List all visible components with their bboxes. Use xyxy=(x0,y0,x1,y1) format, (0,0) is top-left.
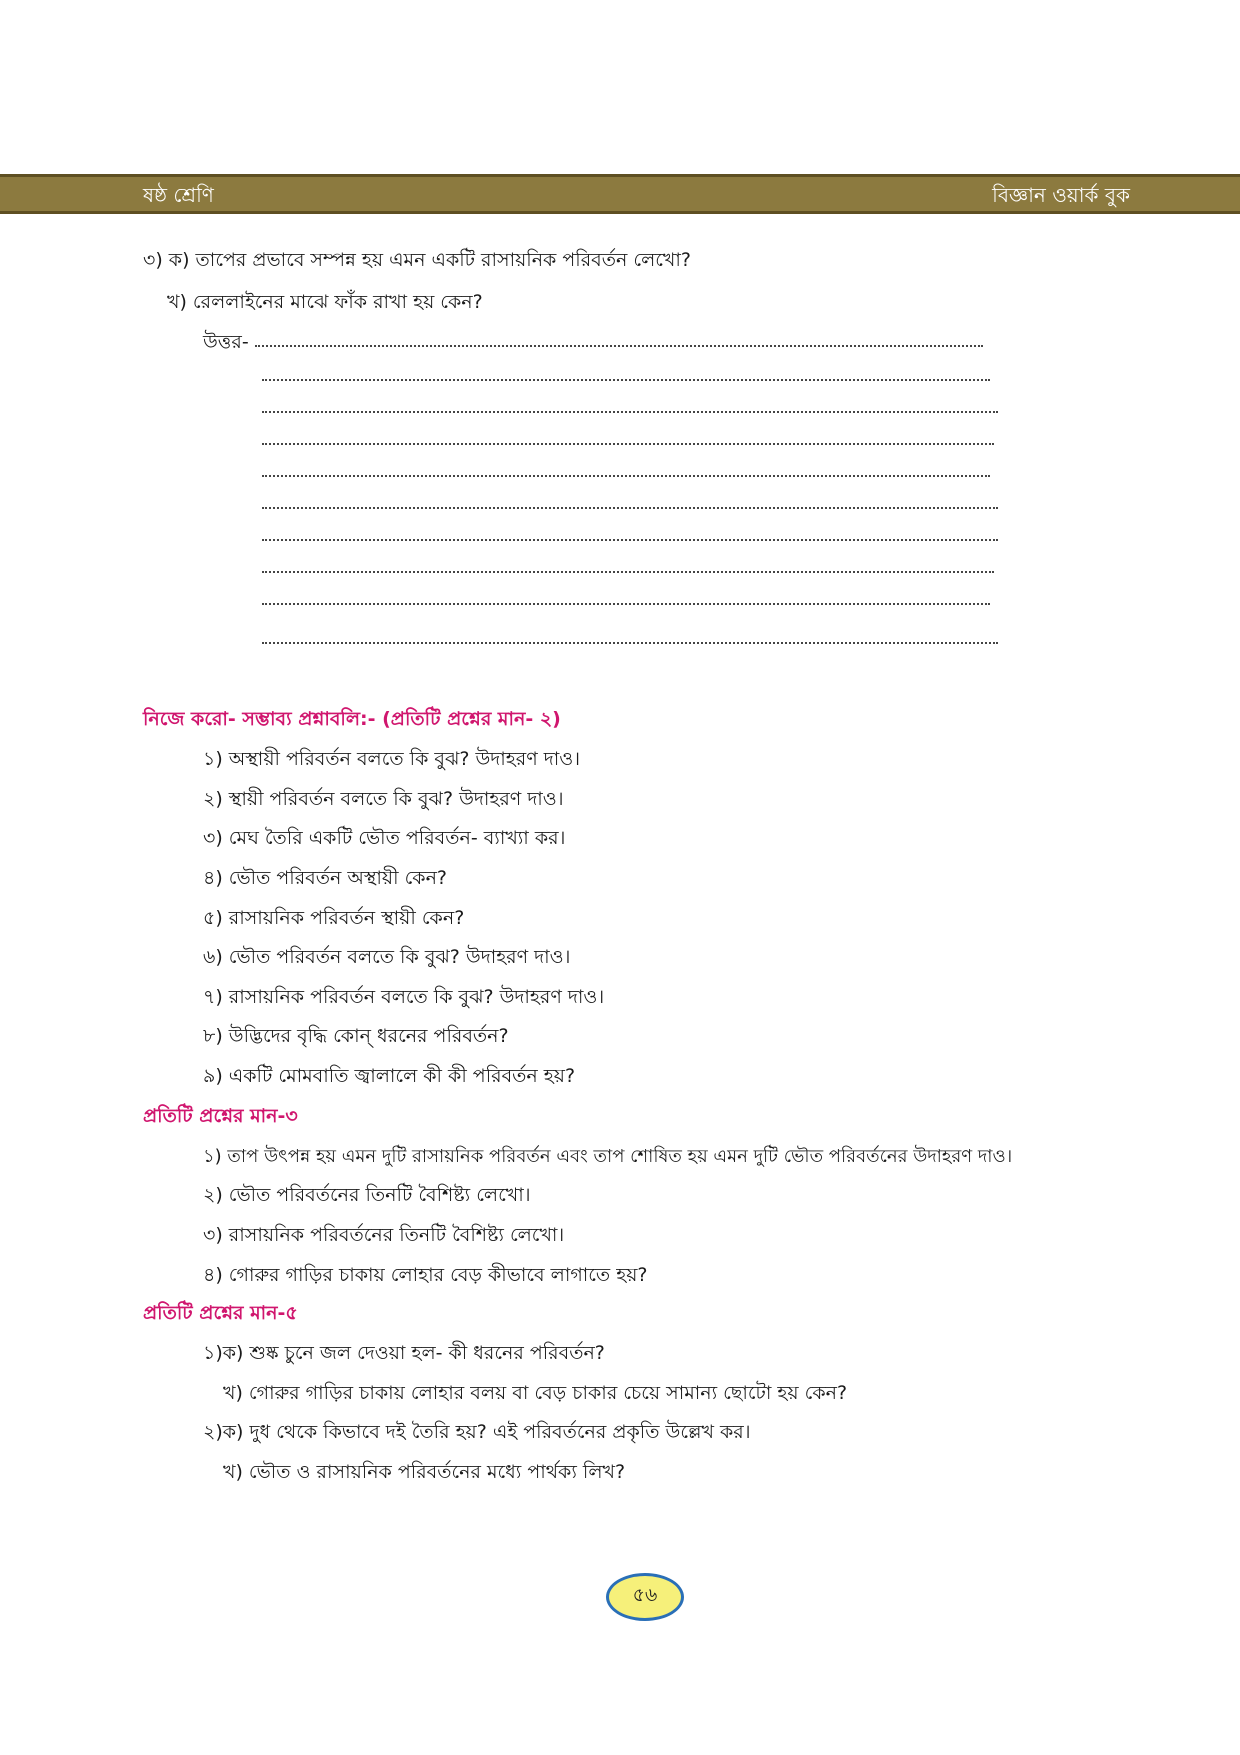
question-item: ২)ক) দুধ থেকে কিভাবে দই তৈরি হয়? এই পরিবর্তনের প্রকৃতি উল্লেখ কর। xyxy=(203,1421,751,1443)
question-item: ১)ক) শুষ্ক চুনে জল দেওয়া হল- কী ধরনের পরিবর্তন? xyxy=(203,1342,605,1364)
book-title: বিজ্ঞান ওয়ার্ক বুক xyxy=(992,183,1130,207)
question-item: খ) গোরুর গাড়ির চাকায় লোহার বলয় বা বেড় চাকার চেয়ে সামান্য ছোটো হয় কেন? xyxy=(223,1382,848,1404)
question-item: ৭) রাসায়নিক পরিবর্তন বলতে কি বুঝ? উদাহরণ দাও। xyxy=(203,986,605,1008)
page-header xyxy=(0,174,1240,214)
question-item: ৪) গোরুর গাড়ির চাকায় লোহার বেড় কীভাবে লাগাতে হয়? xyxy=(203,1264,648,1286)
question-item: ১) অস্থায়ী পরিবর্তন বলতে কি বুঝ? উদাহরণ দাও। xyxy=(203,748,581,770)
answer-line[interactable] xyxy=(262,539,998,541)
answer-line[interactable] xyxy=(262,443,994,445)
question-item: খ) ভৌত ও রাসায়নিক পরিবর্তনের মধ্যে পার্থক্য লিখ? xyxy=(223,1461,626,1483)
answer-line[interactable] xyxy=(255,345,983,347)
answer-line[interactable] xyxy=(262,603,990,605)
section-5-title: প্রতিটি প্রশ্নের মান-৫ xyxy=(143,1302,298,1324)
question-item: ১) তাপ উৎপন্ন হয় এমন দুটি রাসায়নিক পরিবর্তন এবং তাপ শোষিত হয় এমন দুটি ভৌত পরিবর্তনের উদাহরণ দাও। xyxy=(203,1146,1013,1167)
page-number: ৫৬ xyxy=(606,1573,684,1621)
question-item: ২) ভৌত পরিবর্তনের তিনটি বৈশিষ্ট্য লেখো। xyxy=(203,1184,531,1206)
answer-label: উত্তর- xyxy=(203,331,249,353)
question-3b: খ) রেললাইনের মাঝে ফাঁক রাখা হয় কেন? xyxy=(167,291,483,313)
class-label: ষষ্ঠ শ্রেণি xyxy=(143,183,214,207)
question-item: ৬) ভৌত পরিবর্তন বলতে কি বুঝ? উদাহরণ দাও। xyxy=(203,946,571,968)
question-3a: ৩) ক) তাপের প্রভাবে সম্পন্ন হয় এমন একটি রাসায়নিক পরিবর্তন লেখো? xyxy=(143,249,691,271)
answer-line[interactable] xyxy=(262,379,990,381)
answer-line[interactable] xyxy=(262,642,998,644)
question-item: ৮) উদ্ভিদের বৃদ্ধি কোন্ ধরনের পরিবর্তন? xyxy=(203,1025,509,1047)
question-item: ৯) একটি মোমবাতি জ্বালালে কী কী পরিবর্তন হয়? xyxy=(203,1065,576,1087)
answer-line[interactable] xyxy=(262,411,998,413)
section-3-title: প্রতিটি প্রশ্নের মান-৩ xyxy=(143,1105,298,1127)
question-item: ৪) ভৌত পরিবর্তন অস্থায়ী কেন? xyxy=(203,867,448,889)
section-2-title: নিজে করো- সম্ভাব্য প্রশ্নাবলি:- (প্রতিটি প্রশ্নের মান- ২) xyxy=(143,708,561,730)
question-item: ২) স্থায়ী পরিবর্তন বলতে কি বুঝ? উদাহরণ দাও। xyxy=(203,788,564,810)
answer-line[interactable] xyxy=(262,475,990,477)
question-item: ৫) রাসায়নিক পরিবর্তন স্থায়ী কেন? xyxy=(203,907,465,929)
answer-line[interactable] xyxy=(262,507,998,509)
question-item: ৩) মেঘ তৈরি একটি ভৌত পরিবর্তন- ব্যাখ্যা কর। xyxy=(203,827,566,849)
question-item: ৩) রাসায়নিক পরিবর্তনের তিনটি বৈশিষ্ট্য লেখো। xyxy=(203,1224,565,1246)
answer-line[interactable] xyxy=(262,571,994,573)
